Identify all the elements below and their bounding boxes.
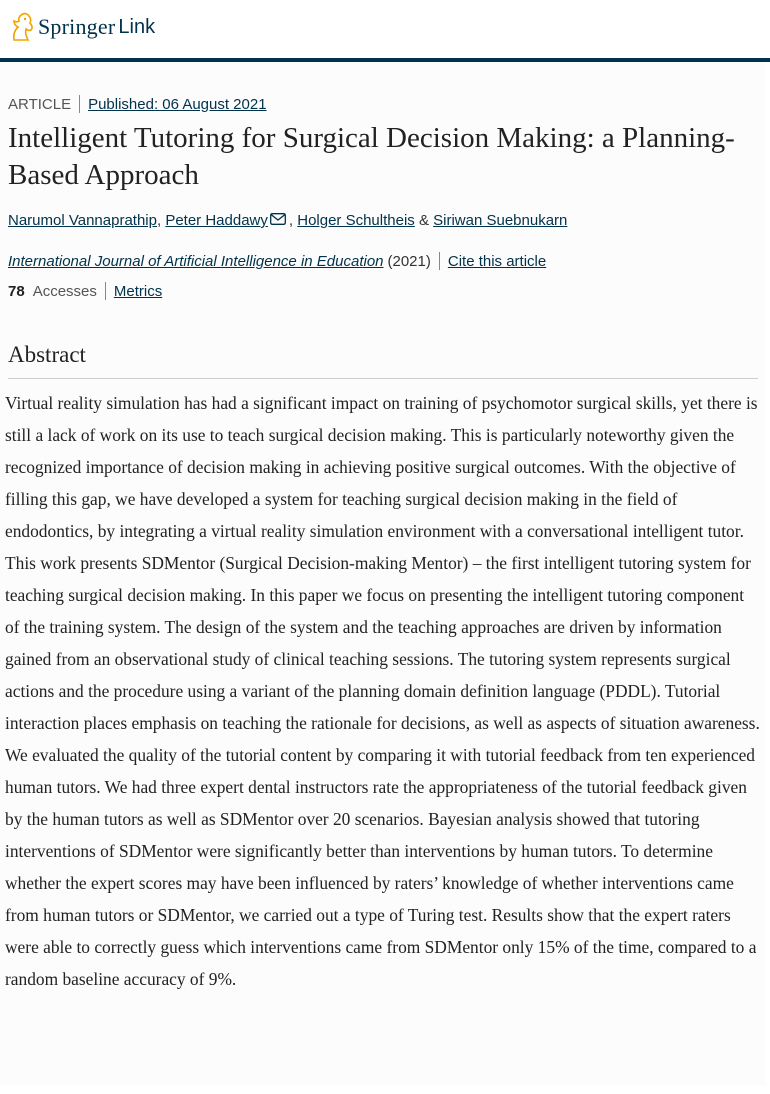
abstract-text: Virtual reality simulation has had a significant impact on training of psychomotor surgical skills, yet there is still a lack of work on its use to teach surgical decision making. This is particularly noteworthy given the recognized importance of decision making in achieving positive surgical outcomes. With the objective of filling this gap, we have developed a system for teaching surgical decision making in the field of endodontics, by integrating a virtual reality simulation environment with a conversational intelligent tutor. This work presents SDMentor (Surgical Decision-making Mentor) – the first intelligent tutoring system for teaching surgical decision making. In this paper we focus on presenting the intelligent tutoring component of the training system. The design of the system and the teaching approaches are driven by information gained from an observational study of clinical teaching sessions. The tutoring system represents surgical actions and the procedure using a variant of the planning domain definition language (PDDL). Tutorial interaction places emphasis on teaching the rationale for decisions, as well as aspects of situation awareness. We evaluated the quality of the tutorial content by comparing it with tutorial feedback from ten experienced human tutors. We had three expert dental instructors rate the appropriateness of the tutorial feedback given by the human tutors as well as SDMentor over 20 scenarios. Bayesian analysis showed that tutoring interventions of SDMentor were significantly better than interventions by human tutors. To determine whether the expert scores may have been influenced by raters’ knowledge of whether interventions came from human tutors or SDMentor, we carried out a type of Turing test. Results show that the expert raters were able to correctly guess which interventions came from SDMentor only 15% of the time, compared to a random baseline accuracy of 9%. <box>5 393 760 989</box>
article-meta-top <box>8 95 267 113</box>
logo-springer-text: Springer <box>38 14 116 39</box>
horse-head-icon <box>8 12 34 42</box>
author-link[interactable]: Siriwan Suebnukarn <box>433 212 568 229</box>
journal-line <box>8 252 546 270</box>
abstract-heading: Abstract <box>8 342 86 367</box>
author-link[interactable]: Peter Haddawy <box>165 212 268 229</box>
published-date-link[interactable]: Published: 06 August 2021 <box>88 95 267 113</box>
cite-article-link[interactable]: Cite this article <box>447 252 547 270</box>
publication-year: (2021) <box>387 252 431 270</box>
accesses-label: Accesses <box>32 282 97 300</box>
meta-divider <box>79 95 80 113</box>
envelope-icon[interactable] <box>270 213 286 225</box>
author-link[interactable]: Narumol Vannaprathip <box>8 212 157 229</box>
metrics-link[interactable]: Metrics <box>113 282 163 300</box>
springer-link-logo[interactable] <box>8 12 155 42</box>
author-separator: , <box>156 212 166 229</box>
accesses-count: 78 <box>8 282 25 300</box>
author-separator: , <box>288 212 298 229</box>
article-content <box>0 62 766 1086</box>
accesses-divider <box>105 282 106 300</box>
accesses-line <box>8 282 162 300</box>
site-header <box>0 0 770 62</box>
author-link[interactable]: Holger Schultheis <box>297 212 415 229</box>
article-type: ARTICLE <box>8 95 72 113</box>
journal-divider <box>439 252 440 270</box>
author-separator: & <box>414 212 434 229</box>
abstract-divider <box>8 378 758 379</box>
article-title: Intelligent Tutoring for Surgical Decision Making: a Planning-Based Approach <box>8 122 735 191</box>
logo-link-text: Link <box>118 15 156 38</box>
journal-link[interactable]: International Journal of Artificial Intelligence in Education <box>8 252 384 270</box>
author-list <box>8 212 567 229</box>
